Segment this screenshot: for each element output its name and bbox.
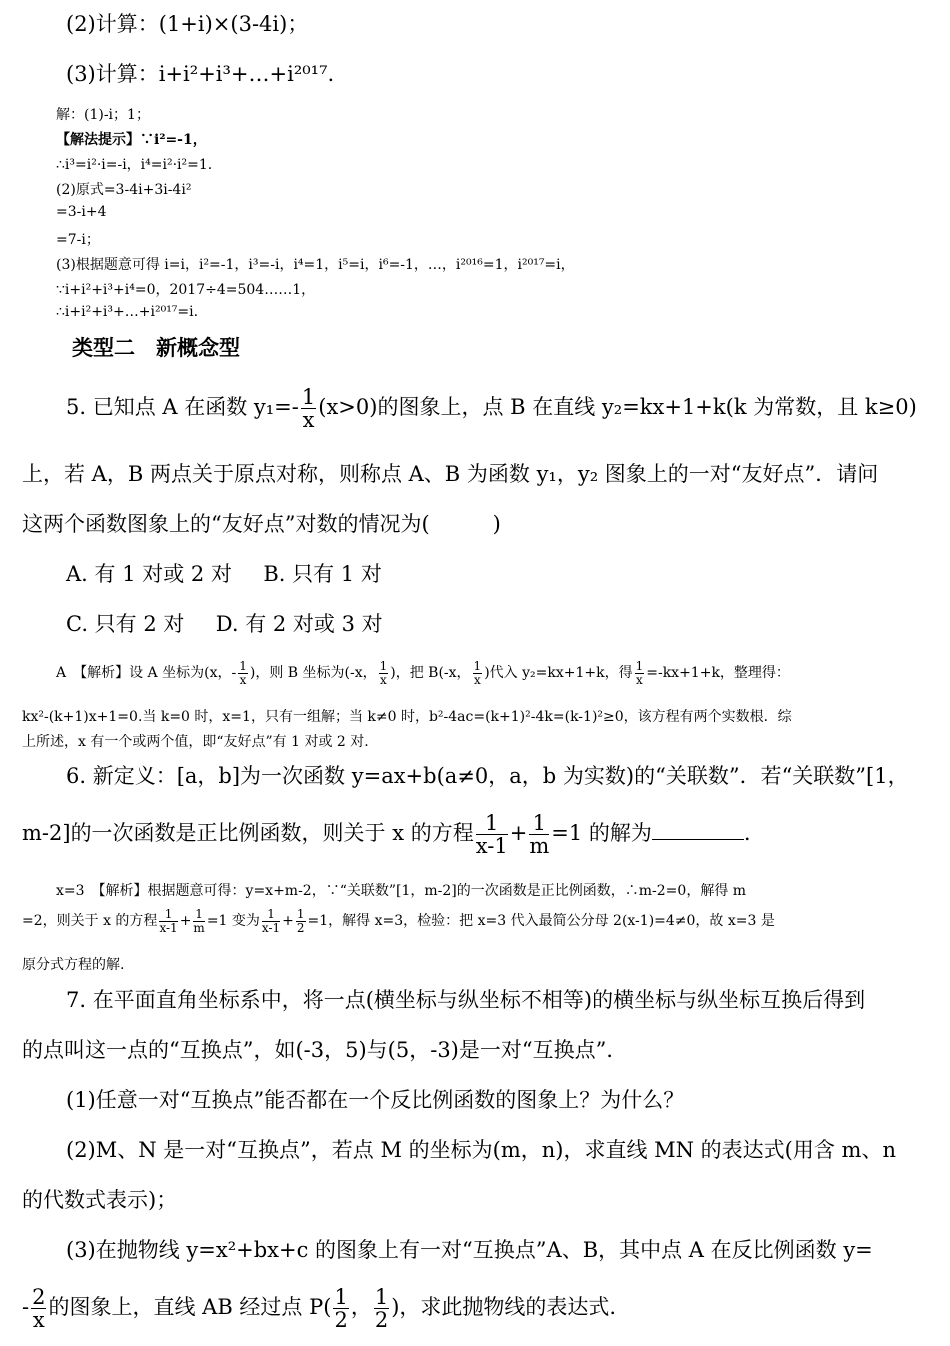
q5-sol-frac-1: $\frac{1}{x}$ [239,659,247,687]
q5-sol-a: A 【解析】设 A 坐标为(x，- [56,665,237,682]
q6-fraction-2: $\frac{1}{m}$ [529,811,550,859]
q5-option-b: B. 只有 1 对 [263,562,382,586]
q4-part2: (2)计算：(1+i)×(3-4i)； [66,12,309,36]
q5-sol-frac-4: $\frac{1}{x}$ [635,659,644,687]
q5-sol-frac-2: $\frac{1}{x}$ [379,659,388,687]
q6-solution-line1: x=3 【解析】根据题意可得：y=x+m-2，∵“关联数”[1，m-2]的一次函数是正比例函数，∴m-2=0，解得 m [56,883,747,899]
q6-solution-line2: =2，则关于 x 的方程 $\frac{1}{x-1}$ + $\frac{1}{m}$ =1 变为 $\frac{1}{x-1}$ + $\frac{1}{2}$ =1，解得 x=3，检验：把 x=3 代入最简公分母 2(x-1)=4≠0，故 x=3 是 [22,907,775,935]
q5-sol-c: )，把 B(-x， [390,665,471,682]
q4-line-b: (2)原式=3-4i+3i-4i² [56,182,192,198]
q5-frac-den: x [302,408,315,433]
q7-sub2-line2: 的代数式表示)； [22,1188,178,1212]
q7-point-p-x: $\frac{1}{2}$ [334,1285,348,1333]
q7-fraction-2-over-x: $\frac{2}{x}$ [32,1285,46,1333]
q5-options-row2 [66,608,950,638]
q7-point-p-y: $\frac{1}{2}$ [374,1285,389,1333]
q5-sol-frac-3: $\frac{1}{x}$ [473,659,482,687]
q5-text-pre: 5. 已知点 A 在函数 y₁=- [66,395,299,420]
q5-frac-num: 1 [301,385,316,409]
q5-solution-line2: kx²-(k+1)x+1=0.当 k=0 时，x=1，只有一组解；当 k≠0 时，b²-4ac=(k+1)²-4k=(k-1)²≥0，该方程有两个实数根．综 [22,709,792,725]
q4-answer-1: 解：(1)-i；1； [56,107,150,123]
q6-sol-frac-2: $\frac{1}{m}$ [193,907,205,935]
q4-line-c: =3-i+4 [56,204,107,220]
q5-text-post: (x>0)的图象上，点 B 在直线 y₂=kx+1+k(k 为常数，且 k≥0) [318,395,917,420]
q5-fraction [301,386,316,431]
q5-solution-line3: 上所述，x 有一个或两个值，即“友好点”有 1 对或 2 对. [22,734,369,750]
section-title: 类型二 新概念型 [72,336,240,360]
q5-line3: 这两个函数图象上的“友好点”对数的情况为( ) [22,512,501,536]
q4-line-d: =7-i； [56,232,100,248]
q6-sol-frac-1: $\frac{1}{x-1}$ [159,907,178,935]
q5-options-row1 [66,558,950,588]
q7-sub3-line2: - $\frac{2}{x}$ 的图象上，直线 AB 经过点 P( $\frac{1}{2}$ ， $\frac{1}{2}$ )，求此抛物线的表达式. [22,1285,617,1333]
q7-sub2-line1: (2)M、N 是一对“互换点”，若点 M 的坐标为(m，n)，求直线 MN 的表达式(用含 m、n [66,1138,896,1162]
q7-sub1: (1)任意一对“互换点”能否都在一个反比例函数的图象上？为什么？ [66,1088,685,1112]
q5-solution-line1 [56,660,950,686]
q6-line1: 6. 新定义：[a，b]为一次函数 y=ax+b(a≠0，a，b 为实数)的“关联数”．若“关联数”[1， [66,764,909,788]
q5-option-a: A. 有 1 对或 2 对 [66,562,232,586]
q6-plus: + [509,821,528,846]
q6-line2-post: =1 的解为 [551,821,652,846]
q4-line-f: ∵i+i²+i³+i⁴=0，2017÷4=504……1， [56,282,316,298]
q6-solution-line3: 原分式方程的解. [22,957,125,973]
q6-line2: m-2]的一次函数是正比例函数，则关于 x 的方程 $\frac{1}{x-1}$ + $\frac{1}{m}$ =1 的解为 . [22,811,751,859]
q7-line1: 7. 在平面直角坐标系中，将一点(横坐标与纵坐标不相等)的横坐标与纵坐标互换后得到 [66,988,866,1012]
q5-option-d: D. 有 2 对或 3 对 [215,612,383,636]
q5-sol-b: )，则 B 坐标为(-x， [249,665,377,682]
q5-line2: 上，若 A，B 两点关于原点对称，则称点 A、B 为函数 y₁，y₂ 图象上的一对“友好点”．请问 [22,462,879,486]
q5-option-c: C. 只有 2 对 [66,612,185,636]
q5-line1 [66,386,950,431]
q4-line-g: ∴i+i²+i³+…+i²⁰¹⁷=i. [56,304,199,320]
q4-line-e: (3)根据题意可得 i=i，i²=-1，i³=-i，i⁴=1，i⁵=i，i⁶=-1，…，i²⁰¹⁶=1，i²⁰¹⁷=i， [56,257,575,273]
q6-answer-blank [652,821,744,840]
q6-sol-frac-3: $\frac{1}{x-1}$ [261,907,281,935]
q7-sub3-line1: (3)在抛物线 y=x²+bx+c 的图象上有一对“互换点”A、B，其中点 A 在反比例函数 y= [66,1238,873,1262]
q6-line2-pre: m-2]的一次函数是正比例函数，则关于 x 的方程 [22,821,474,846]
q6-fraction-1: $\frac{1}{x-1}$ [475,811,508,859]
q4-line-a: ∴i³=i²·i=-i，i⁴=i²·i²=1. [56,157,213,173]
q7-line2: 的点叫这一点的“互换点”，如(-3，5)与(5，-3)是一对“互换点”． [22,1038,628,1062]
q4-part3: (3)计算：i+i²+i³+…+i²⁰¹⁷. [66,62,335,86]
q5-sol-d: )代入 y₂=kx+1+k，得 [484,665,633,682]
q6-sol-frac-4: $\frac{1}{2}$ [296,907,305,935]
q5-sol-e: =-kx+1+k，整理得： [646,665,790,682]
q4-hint: 【解法提示】∵i²=-1， [56,132,207,148]
